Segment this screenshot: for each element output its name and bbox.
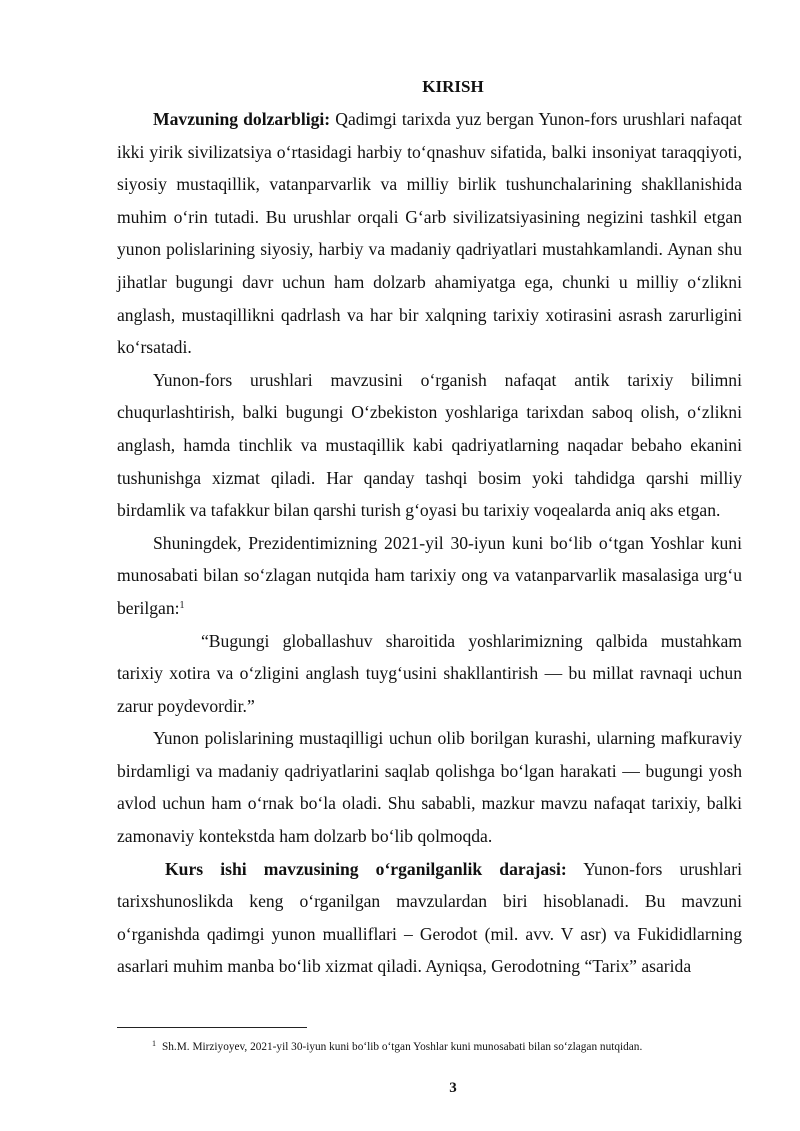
paragraph-text: Yunon-fors urushlari tarixshunoslikda keng o‘rganilgan mavzulardan biri hisoblanadi. Bu mavzuni o‘rganishda qadimgi yunon mualliflari – Gerodot (mil. avv. V asr) va Fukididlarning asarlari muhim manba bo‘lib xizmat qiladi. Ayniqsa, Gerodotning “Tarix” asarida: [117, 858, 742, 977]
section-lead-research-level: Kurs ishi mavzusining o‘rganilganlik darajasi:: [165, 858, 567, 879]
footnote: [152, 1039, 752, 1055]
paragraph-relevance: [117, 103, 742, 364]
paragraph-research-level: [117, 853, 742, 983]
paragraph-study: Yunon-fors urushlari mavzusini o‘rganish nafaqat antik tarixiy bilimni chuqurlashtirish, balki bugungi O‘zbekiston yoshlariga tarixdan saboq olish, o‘zlikni anglash, hamda tinchlik va mustaqillik kabi qadriyatlarning naqadar bebaho ekanini tushunishga xizmat qiladi. Har qanday tashqi bosim yoki tahdidga qarshi milliy birdamlik va tafakkur bilan qarshi turish g‘oyasi bu tarixiy voqealarda aniq aks etgan.: [117, 369, 742, 521]
body-text: [117, 103, 742, 983]
paragraph-text: Shuningdek, Prezidentimizning 2021-yil 30-iyun kuni bo‘lib o‘tgan Yoshlar kuni munosabati bilan so‘zlagan nutqida ham tarixiy ong va vatanparvarlik masalasiga urg‘u berilgan:: [117, 532, 742, 618]
footnote-divider: [117, 1027, 307, 1028]
paragraph-polis: Yunon polislarining mustaqilligi uchun olib borilgan kurashi, ularning mafkuraviy birdamligi va madaniy qadriyatlarini saqlab qolishga bo‘lgan harakati — bugungi yosh avlod uchun ham o‘rnak bo‘la oladi. Shu sababli, mazkur mavzu nafaqat tarixiy, balki zamonaviy kontekstda ham dolzarb bo‘lib qolmoqda.: [117, 728, 742, 847]
page-number: 3: [449, 1080, 457, 1096]
page-title: KIRISH: [422, 77, 484, 96]
paragraph-text: Qadimgi tarixda yuz bergan Yunon-fors urushlari nafaqat ikki yirik sivilizatsiya o‘rtasidagi harbiy to‘qnashuv sifatida, balki insoniyat taraqqiyoti, siyosiy mustaqillik, vatanparvarlik va milliy birlik tushunchalarining shakllanishida muhim o‘rin tutadi. Bu urushlar orqali G‘arb sivilizatsiyasining negizini tashkil etgan yunon polislarining siyosiy, harbiy va madaniy qadriyatlari mustahkamlandi. Aynan shu jihatlar bugungi davr uchun ham dolzarb ahamiyatga ega, chunki u milliy o‘zlikni anglash, mustaqillikni qadrlash va har bir xalqning tarixiy xotirasini asrash zarurligini ko‘rsatadi.: [117, 109, 742, 358]
footnote-reference[interactable]: 1: [179, 599, 185, 611]
footnote-marker: 1: [152, 1039, 156, 1048]
footnote-text: Sh.M. Mirziyoyev, 2021-yil 30-iyun kuni bo‘lib o‘tgan Yoshlar kuni munosabati bilan so‘zlagan nutqidan.: [162, 1041, 643, 1053]
quote-paragraph: “Bugungi globallashuv sharoitida yoshlarimizning qalbida mustahkam tarixiy xotira va o‘zligini anglash tuyg‘usini shakllantirish — bu millat ravnaqi uchun zarur poydevordir.”: [117, 630, 742, 716]
section-lead-relevance: Mavzuning dolzarbligi:: [153, 109, 331, 129]
paragraph-president: [117, 527, 742, 625]
